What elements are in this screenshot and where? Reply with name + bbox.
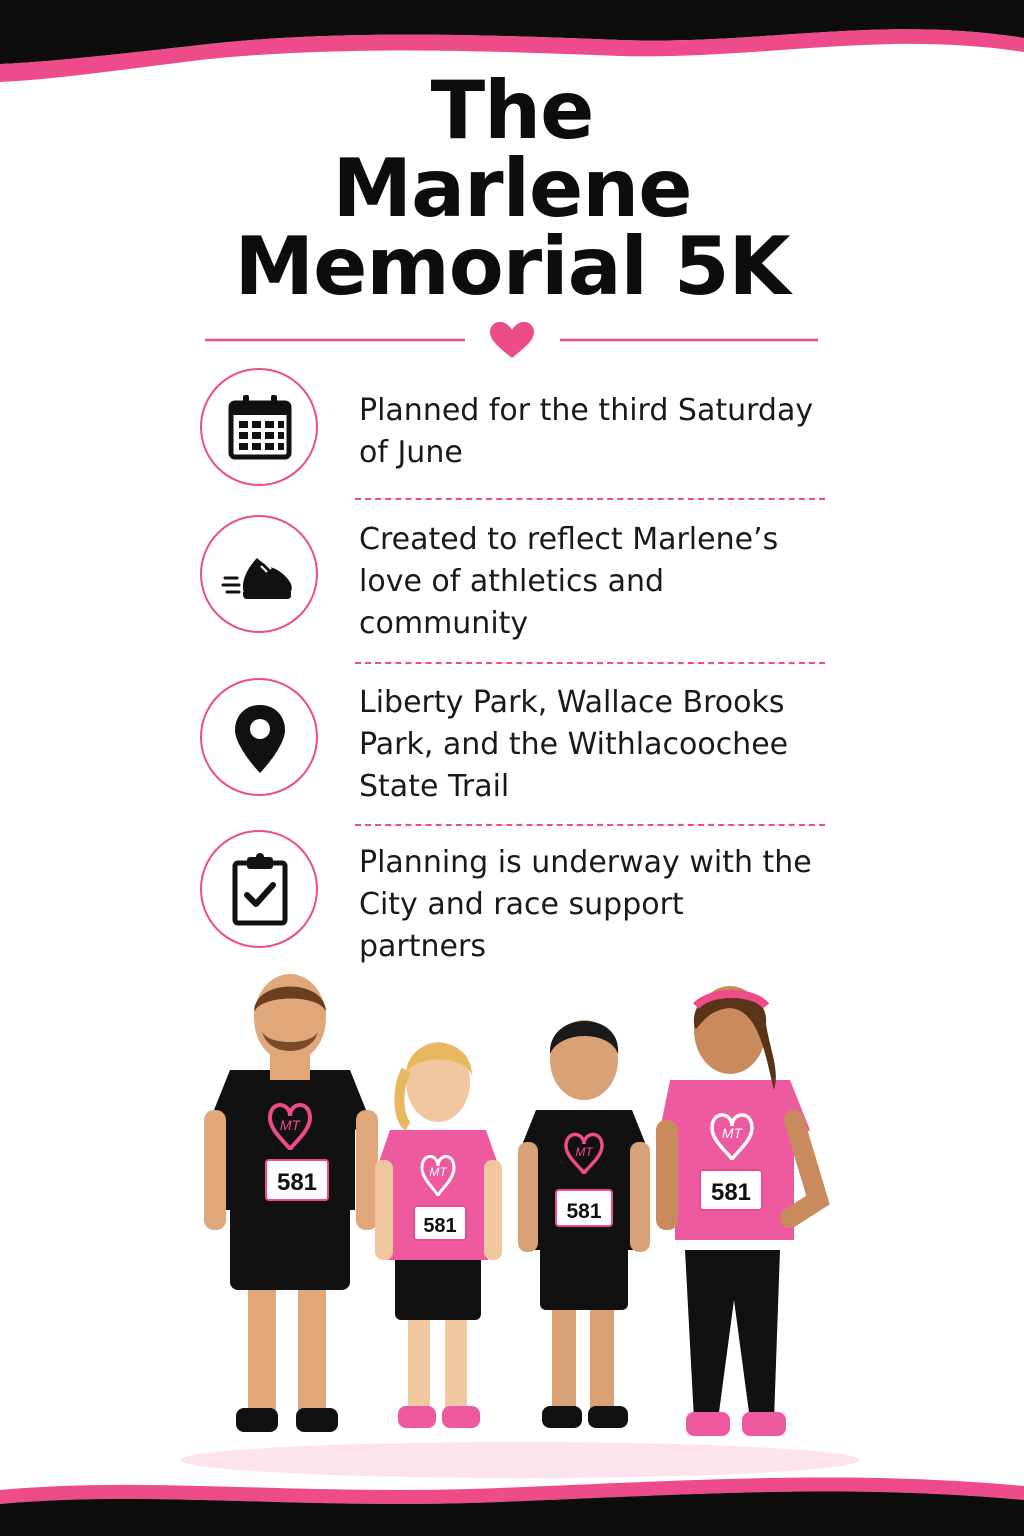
info-item-planning <box>200 830 820 970</box>
race-bib-number: 581 <box>566 1200 602 1223</box>
title-line-2: Marlene <box>332 142 692 235</box>
shirt-logo: MT <box>721 1125 743 1141</box>
info-text-date: Planned for the third Saturday of June <box>359 393 814 470</box>
shirt-logo: MT <box>279 1117 301 1133</box>
race-bib-number: 581 <box>710 1179 752 1206</box>
title-line-1: The <box>430 64 594 157</box>
page-title <box>0 64 1024 313</box>
runner-woman <box>656 986 818 1436</box>
runner-man <box>204 974 378 1432</box>
info-text-purpose: Created to reflect Marlene’s love of athletics and community <box>359 522 779 641</box>
clipboard-check-icon <box>200 830 318 948</box>
bottom-wave-banner <box>0 1466 1024 1536</box>
shirt-logo: MT <box>575 1145 593 1159</box>
heart-divider <box>0 322 1024 362</box>
separator <box>355 662 825 664</box>
shirt-logo: MT <box>429 1165 447 1179</box>
running-shoe-icon <box>200 515 318 633</box>
separator <box>355 498 825 500</box>
info-text-location: Liberty Park, Wallace Brooks Park, and the Withlacoochee State Trail <box>359 685 789 804</box>
separator <box>355 824 825 826</box>
title-line-3: Memorial 5K <box>234 220 790 313</box>
info-item-date <box>200 368 820 488</box>
race-bib-number: 581 <box>276 1169 318 1196</box>
info-text-planning: Planning is underway with the City and race support partners <box>359 845 812 964</box>
runners-illustration <box>170 950 870 1490</box>
race-bib-number: 581 <box>423 1215 457 1237</box>
calendar-icon <box>200 368 318 486</box>
runner-boy <box>518 1020 650 1428</box>
heart-icon <box>490 322 534 358</box>
location-pin-icon <box>200 678 318 796</box>
info-item-location <box>200 678 820 818</box>
info-item-purpose <box>200 515 820 655</box>
